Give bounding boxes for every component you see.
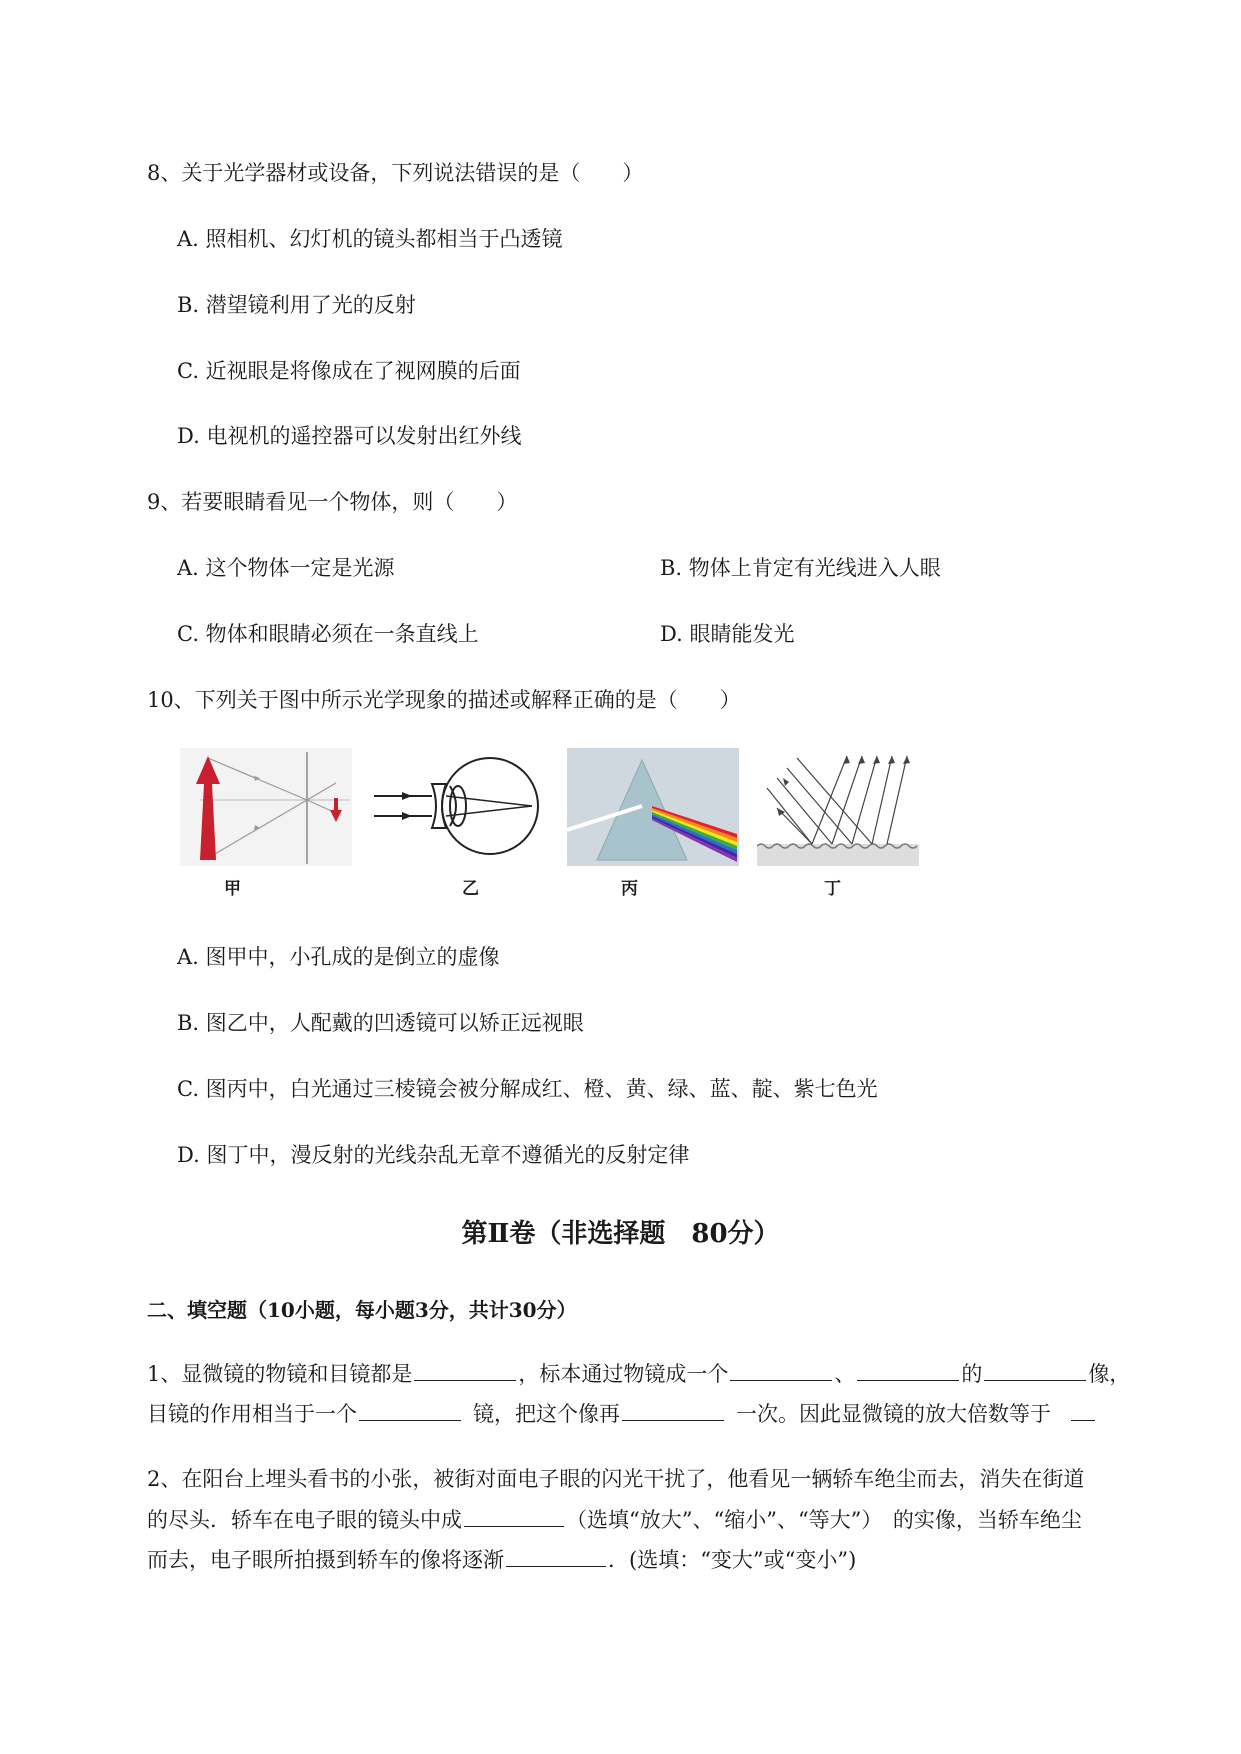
fill1-line2 (147, 1398, 1097, 1428)
answer-blank[interactable] (359, 1419, 461, 1421)
fill2-line1: 2、在阳台上埋头看书的小张，被街对面电子眼的闪光干扰了，他看见一辆轿车绝尘而去，消失在街道 (147, 1467, 1085, 1491)
q8-stem: 8、关于光学器材或设备，下列说法错误的是（ ） (147, 161, 644, 185)
fill1-text: 镜，把这个像再 (473, 1402, 620, 1426)
fill2-text: 而去，电子眼所拍摄到轿车的像将逐渐 (147, 1548, 504, 1572)
answer-blank[interactable] (506, 1565, 606, 1567)
answer-blank[interactable] (622, 1419, 724, 1421)
q8-option-d: D. 电视机的遥控器可以发射出红外线 (177, 424, 522, 448)
q9-option-a: A. 这个物体一定是光源 (177, 556, 395, 580)
fill1-text: 1、显微镜的物镜和目镜都是 (147, 1362, 413, 1386)
q9-option-c: C. 物体和眼睛必须在一条直线上 (177, 622, 479, 646)
fill1-text: 一次。因此显微镜的放大倍数等于 (736, 1402, 1051, 1426)
q8-option-a: A. 照相机、幻灯机的镜头都相当于凸透镜 (177, 227, 563, 251)
q8-option-b: B. 潜望镜利用了光的反射 (177, 293, 416, 317)
figure-jia-pinhole (180, 748, 352, 866)
q9-stem: 9、若要眼睛看见一个物体，则（ ） (147, 490, 518, 514)
q8-option-c: C. 近视眼是将像成在了视网膜的后面 (177, 359, 521, 383)
q10-option-a: A. 图甲中，小孔成的是倒立的虚像 (177, 945, 500, 969)
fill2-text: （选填“放大”、“缩小”、“等大”） 的实像，当轿车绝尘 (566, 1508, 1082, 1532)
figure-bing-prism (567, 748, 739, 866)
fill2-text: 的尽头．轿车在电子眼的镜头中成 (147, 1508, 462, 1532)
answer-blank[interactable] (1071, 1419, 1095, 1421)
fill1-text: 、 (834, 1362, 856, 1386)
q10-option-c: C. 图丙中，白光通过三棱镜会被分解成红、橙、黄、绿、蓝、靛、紫七色光 (177, 1077, 878, 1101)
answer-blank[interactable] (414, 1379, 516, 1381)
fill1-line1 (147, 1358, 1130, 1388)
q10-stem: 10、下列关于图中所示光学现象的描述或解释正确的是（ ） (147, 688, 741, 712)
fill1-text: 像， (1088, 1362, 1131, 1386)
fill2-line3 (147, 1544, 856, 1574)
answer-blank[interactable] (984, 1379, 1086, 1381)
q9-option-d: D. 眼睛能发光 (660, 622, 795, 646)
q10-option-d: D. 图丁中，漫反射的光线杂乱无章不遵循光的反射定律 (177, 1143, 690, 1167)
fill1-text: ，标本通过物镜成一个 (518, 1362, 729, 1386)
fill1-text: 目镜的作用相当于一个 (147, 1402, 357, 1426)
answer-blank[interactable] (464, 1525, 564, 1527)
answer-blank[interactable] (730, 1379, 832, 1381)
fill2-line2 (147, 1504, 1082, 1534)
figure-label-yi: 乙 (462, 879, 479, 899)
answer-blank[interactable] (857, 1379, 959, 1381)
section-heading: 二、填空题（10小题，每小题3分，共计30分） (147, 1298, 577, 1322)
q10-option-b: B. 图乙中，人配戴的凹透镜可以矫正远视眼 (177, 1011, 584, 1035)
fill2-text: ．(选填：“变大”或“变小”) (608, 1548, 857, 1572)
fill1-text: 的 (961, 1362, 983, 1386)
q9-option-b: B. 物体上肯定有光线进入人眼 (660, 556, 941, 580)
figure-ding-diffuse-reflection (757, 748, 919, 866)
figure-label-bing: 丙 (621, 879, 638, 899)
figure-label-jia: 甲 (224, 879, 241, 899)
figure-label-ding: 丁 (824, 879, 841, 899)
section-title: 第Ⅱ卷（非选择题 80分） (461, 1219, 780, 1249)
figure-yi-eye (372, 748, 542, 866)
